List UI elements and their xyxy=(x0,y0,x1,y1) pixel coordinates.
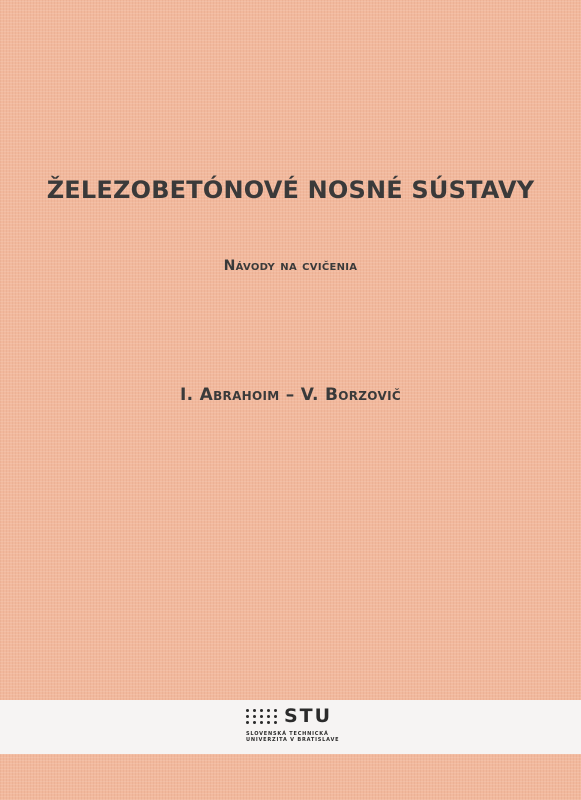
stu-dots-icon xyxy=(246,709,280,727)
publisher-band xyxy=(0,700,581,754)
stu-logo-subtitle xyxy=(246,731,339,743)
stu-logo xyxy=(246,706,346,748)
stu-logo-line-2: UNIVERZITA V BRATISLAVE xyxy=(246,737,340,743)
stu-logo-acronym: STU xyxy=(284,705,333,727)
book-title: ŽELEZOBETÓNOVÉ NOSNÉ SÚSTAVY xyxy=(46,176,535,204)
stu-logo-line-1: SLOVENSKÁ TECHNICKÁ xyxy=(246,731,329,737)
book-subtitle: Návody na cvičenia xyxy=(223,258,358,274)
book-authors: I. Abrahoim – V. Borzovič xyxy=(180,385,401,405)
